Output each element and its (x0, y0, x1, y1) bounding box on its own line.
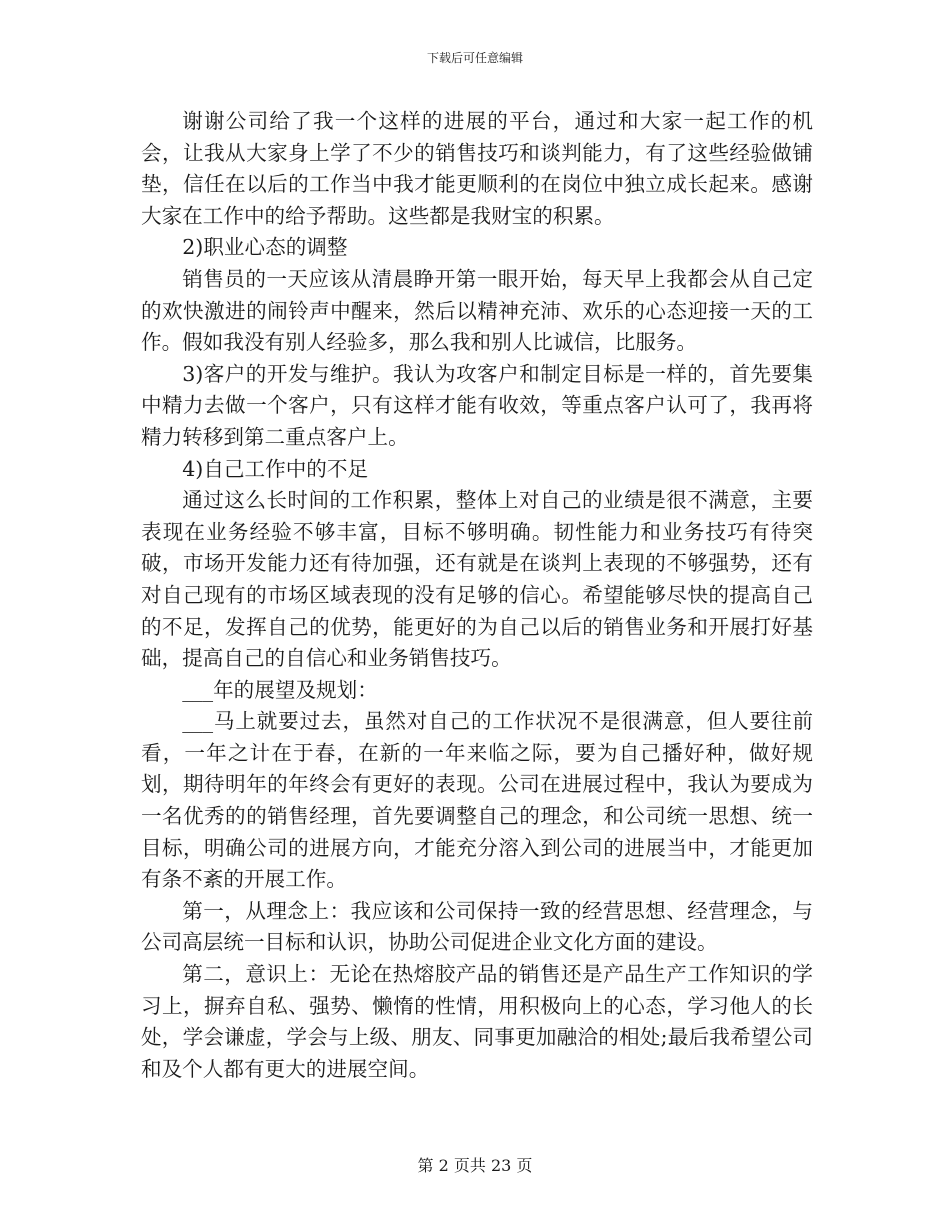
heading-shortcomings: 4)自己工作中的不足 (182, 456, 369, 481)
paragraph-second-awareness: 第二，意识上：无论在热熔胶产品的销售还是产品生产工作知识的学习上，摒弃自私、强势、懒惰的性情，用积极向上的心态，学习他人的长处，学会谦虚，学会与上级、朋友、同事更加融洽的相处;最后我希望公司和及个人都有更大的进展空间。 (141, 962, 813, 1081)
paragraph-thanks: 谢谢公司给了我一个这样的进展的平台，通过和大家一起工作的机会，让我从大家身上学了不少的销售技巧和谈判能力，有了这些经验做铺垫，信任在以后的工作当中我才能更顺利的在岗位中独立成长起来。感谢大家在工作中的给予帮助。这些都是我财宝的积累。 (141, 109, 813, 228)
paragraph-client-development: 3)客户的开发与维护。我认为攻客户和制定目标是一样的，首先要集中精力去做一个客户，只有这样才能有收效，等重点客户认可了，我再将精力转移到第二重点客户上。 (141, 361, 813, 449)
document-body (141, 106, 813, 1085)
page-footer: 第 2 页共 23 页 (417, 1156, 533, 1175)
heading-career-mindset: 2)职业心态的调整 (182, 235, 348, 260)
paragraph-outlook: ___马上就要过去，虽然对自己的工作状况不是很满意，但人要往前看，一年之计在于春，在新的一年来临之际，要为自己播好种，做好规划，期待明年的年终会有更好的表现。公司在进展过程中，我认为要成为一名优秀的的销售经理，首先要调整自己的理念，和公司统一思想、统一目标，明确公司的进展方向，才能充分溶入到公司的进展当中，才能更加有条不紊的开展工作。 (141, 709, 813, 892)
paragraph-shortcomings: 通过这么长时间的工作积累，整体上对自己的业绩是很不满意，主要表现在业务经验不够丰富，目标不够明确。韧性能力和业务技巧有待突破，市场开发能力还有待加强，还有就是在谈判上表现的不够强势，还有对自己现有的市场区域表现的没有足够的信心。希望能够尽快的提高自己的不足，发挥自己的优势，能更好的为自己以后的销售业务和开展打好基础，提高自己的自信心和业务销售技巧。 (141, 488, 813, 671)
page-header: 下载后可任意编辑 (426, 51, 523, 65)
paragraph-first-concept: 第一，从理念上：我应该和公司保持一致的经营思想、经营理念，与公司高层统一目标和认识，协助公司促进企业文化方面的建设。 (141, 898, 813, 955)
heading-outlook-plan: ___年的展望及规划： (182, 677, 378, 702)
paragraph-daily-routine: 销售员的一天应该从清晨睁开第一眼开始，每天早上我都会从自己定的欢快激进的闹铃声中醒来，然后以精神充沛、欢乐的心态迎接一天的工作。假如我没有别人经验多，那么我和别人比诚信，比服务。 (141, 266, 813, 355)
